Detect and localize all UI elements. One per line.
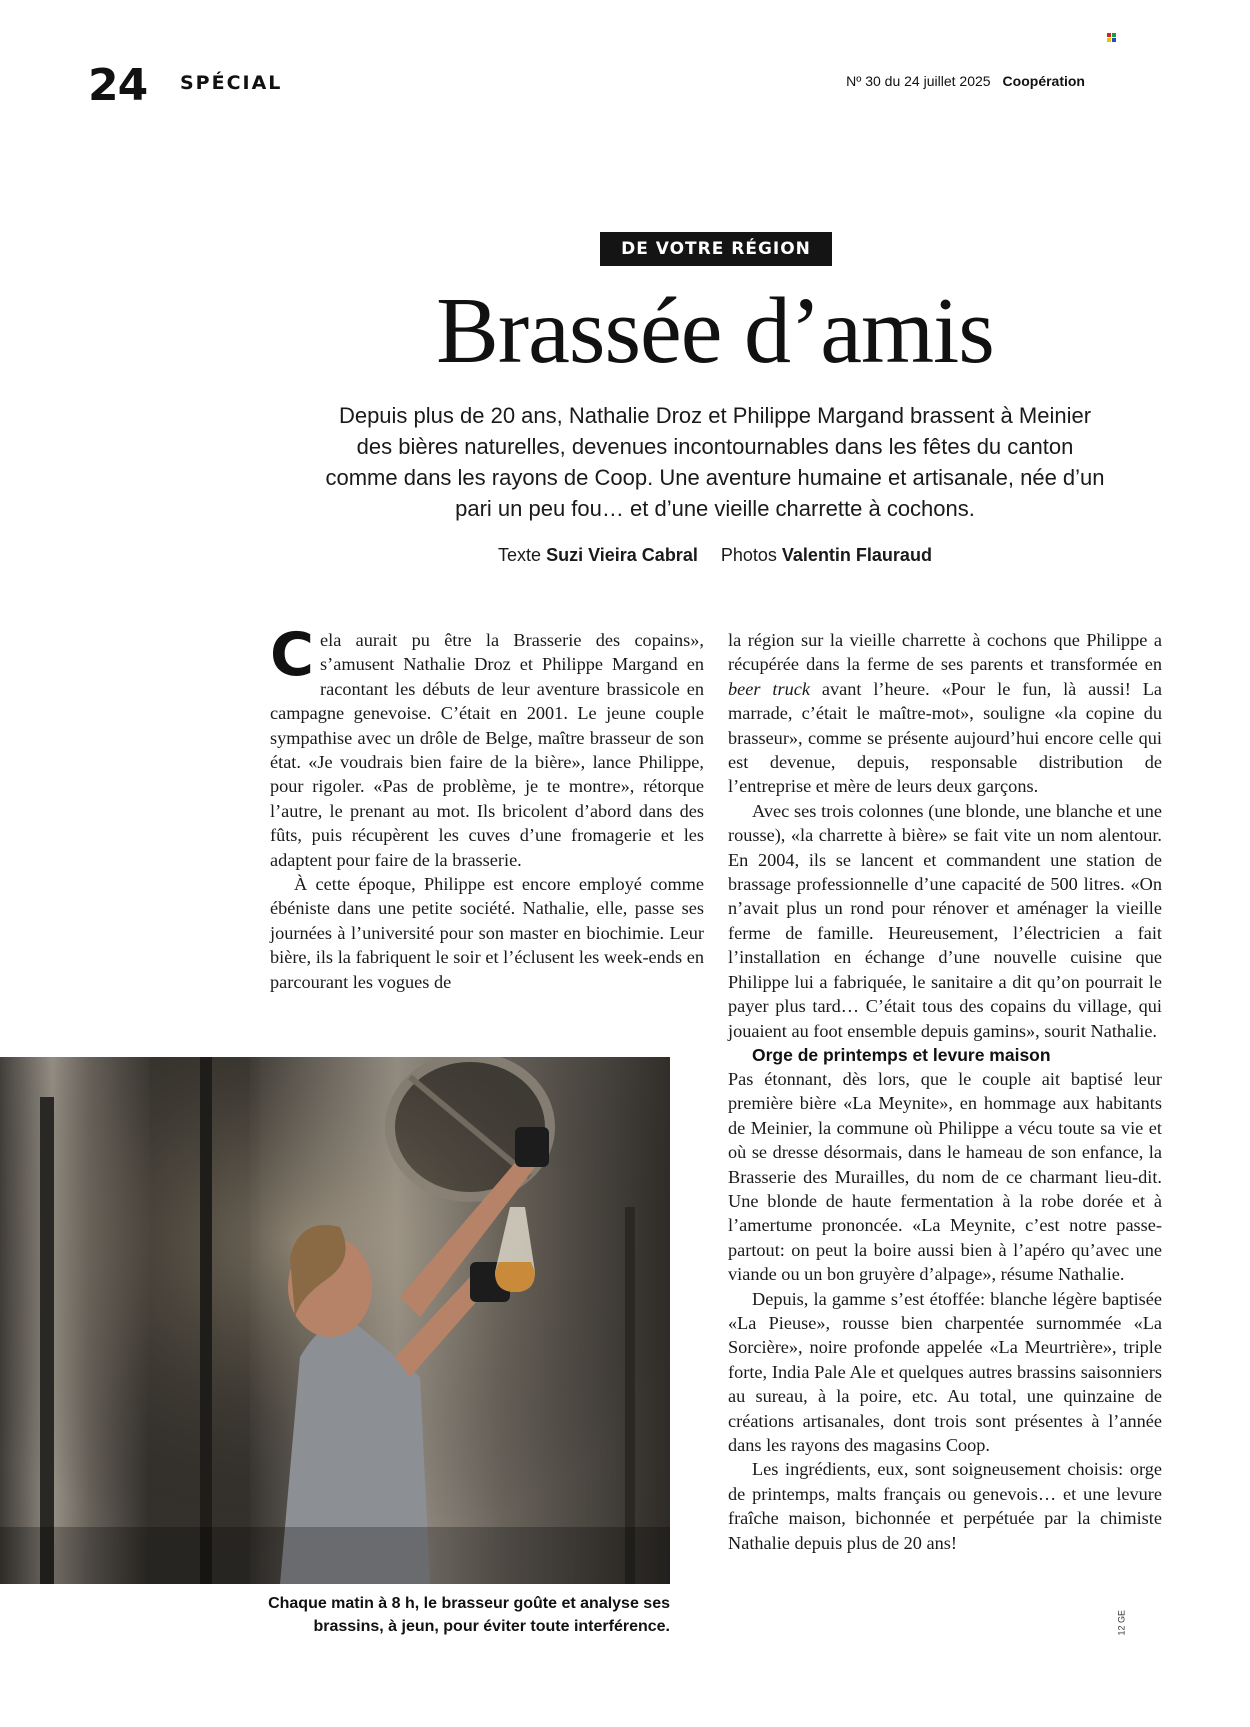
body-column-left (270, 620, 704, 994)
page-number: 24 (88, 60, 148, 111)
brewer-photo (0, 1057, 670, 1584)
paragraph: Depuis, la gamme s’est étoffée: blanche légère baptisée «La Pieuse», rousse bien charpentée surnommée «La Sorcière», noire profonde appelée «La Meurtrière», triple forte, India Pale Ale et quelques autres brassins saisonniers au sureau, à la poire, etc. Au total, une quinzaine de créations artisanales, dont trois sont présentes à l’année dans les rayons des magasins Coop. (728, 1288, 1162, 1455)
credit-text-label: Texte (498, 545, 542, 565)
subheading: Orge de printemps et levure maison (752, 1044, 1051, 1065)
article-lead: Depuis plus de 20 ans, Nathalie Droz et Philippe Margand brassent à Meinier des bières naturelles, devenues incontournables dans les fêtes du canton comme dans les rayons de Coop. Une aventure humaine et artisanale, née d’un pari un peu fou… et d’une vieille charrette à cochons. (325, 403, 1105, 521)
paragraph: Pas étonnant, dès lors, que le couple ait baptisé leur première bière «La Meynite», en hommage aux habitants de Meinier, la commune où Philippe a vécu toute sa vie et où se dresse désormais, dans le hameau de son enfance, la Brasserie des Murailles, du nom de ce charmant lieu-dit. Une blonde de haute fermentation à la robe dorée et à l’amertume prononcée. «La Meynite, c’est notre passe-partout: on peut la boire aussi bien à l’apéro qu’avec une viande ou un bon gruyère d’alpage», résume Nathalie. (728, 1068, 1162, 1285)
credit-photo-author: Valentin Flauraud (781, 545, 932, 565)
dropcap: C (270, 620, 315, 690)
issue-date: Nº 30 du 24 juillet 2025 (846, 73, 991, 89)
body-column-right (728, 628, 1162, 1555)
paragraph-text: la région sur la vieille charrette à cochons que Philippe a récupérée dans la ferme de ses parents et transformée en (728, 630, 1162, 675)
article-title: Brassée d’amis (436, 279, 994, 383)
paragraph: Avec ses trois colonnes (une blonde, une blanche et une rousse), «la charrette à bière» se fait vite un nom alentour. En 2004, ils se lancent et commandent une station de brassage professionnelle d’une capacité de 500 litres. «On n’avait plus un rond pour rénover et aménager la vieille ferme de famille. Heureusement, l’électricien a fait l’installation en échange d’une nouvelle cuisine que Philippe lui a fabriquée, le sanitaire a dit qu’on pourrait le payer plus tard… C’était tous des copains du village, qui jouaient au foot ensemble depuis gamins», sourit Nathalie. (728, 800, 1162, 1041)
issue-info (846, 73, 1085, 89)
photo-illustration (0, 1057, 670, 1584)
paragraph (728, 628, 1162, 799)
emphasis: beer truck (728, 678, 810, 699)
color-registration-mark (1107, 33, 1116, 42)
publication-name: Coopération (1002, 73, 1085, 89)
paragraph (270, 620, 704, 872)
credits (0, 545, 1250, 566)
edition-code: 12 GE (1117, 1610, 1127, 1636)
section-label: SPÉCIAL (180, 72, 283, 94)
paragraph-text: avant l’heure. «Pour le fun, là aussi! La marrade, c’était le maître-mot», souligne «la copine du brasseur», comme se présente aujourd’hui encore celle qui est devenue, depuis, responsable distribution de l’entreprise et mère de leurs deux garçons. (728, 678, 1162, 797)
paragraph-text: ela aurait pu être la Brasserie des copains», s’amusent Nathalie Droz et Philippe Margand en racontant les débuts de leur aventure brassicole en campagne genevoise. C’était en 2001. Le jeune couple sympathise avec un drôle de Belge, maître brasseur de son état. «Je voudrais bien faire de la bière», lance Philippe, pour rigoler. «Pas de problème, je te montre», rétorque l’autre, le prenant au mot. Ils bricolent d’abord dans des fûts, puis récupèrent les cuves d’une fromagerie et les adaptent pour faire de la brasserie. (270, 630, 704, 870)
kicker-badge: DE VOTRE RÉGION (600, 232, 832, 266)
paragraph: Les ingrédients, eux, sont soigneusement choisis: orge de printemps, malts français ou genevois… et une levure fraîche maison, bichonnée et perpétuée par la chimiste Nathalie depuis plus de 20 ans! (728, 1459, 1162, 1553)
photo-caption: Chaque matin à 8 h, le brasseur goûte et analyse ses brassins, à jeun, pour éviter toute interférence. (268, 1595, 670, 1635)
credit-text-author: Suzi Vieira Cabral (546, 545, 698, 565)
paragraph: À cette époque, Philippe est encore employé comme ébéniste dans une petite société. Nathalie, elle, passe ses journées à l’université pour son master en biochimie. Leur bière, ils la fabriquent le soir et l’éclusent les week-ends en parcourant les vogues de (270, 874, 704, 992)
credit-photo-label: Photos (720, 545, 777, 565)
